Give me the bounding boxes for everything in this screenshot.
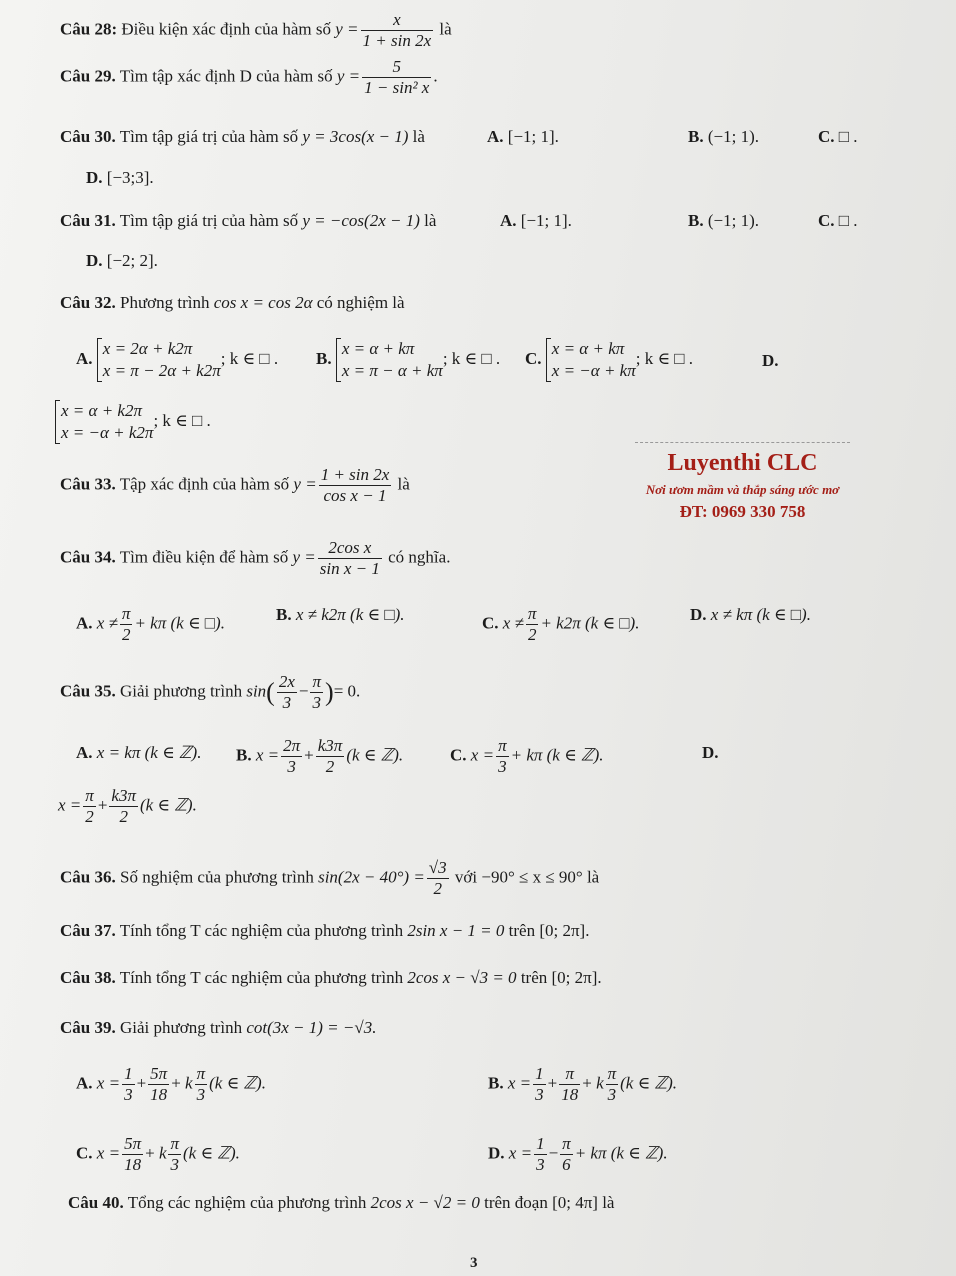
question-tail: có nghiệm là xyxy=(316,293,405,312)
question-35: Câu 35. Giải phương trình sin( $\frac{2x}{3}$ − $\frac{\pi}{3}$ )= 0. xyxy=(60,672,361,712)
math-expression: 2sin x − 1 = 0 xyxy=(407,921,505,940)
math-y: y = xyxy=(293,474,317,494)
option-domain: ; k ∈ □ . xyxy=(635,348,694,368)
question-label: Câu 28: xyxy=(60,19,118,39)
question-text: Tìm tập xác định D của hàm số xyxy=(119,66,333,86)
question-label: Câu 29. xyxy=(60,66,116,86)
option-value: [−1; 1]. xyxy=(507,127,559,146)
question-tail: trên đoạn [0; 4π] là xyxy=(484,1193,615,1212)
system-row: x = α + kπ xyxy=(551,339,625,358)
math-suffix: + kπ (k ∈ ℤ). xyxy=(510,745,604,765)
numerator: 2π xyxy=(283,736,301,755)
fraction xyxy=(195,1064,208,1105)
equation-system xyxy=(546,338,636,382)
numerator: 1 + sin 2x xyxy=(320,465,390,484)
numerator: 5 xyxy=(392,57,401,76)
math-expression: 2cos x − √2 = 0 xyxy=(370,1193,480,1212)
denominator: 3 xyxy=(277,692,297,713)
option-value: [−1; 1]. xyxy=(520,211,572,230)
option-label: A. xyxy=(76,348,93,368)
option-c xyxy=(525,338,693,382)
numerator: x xyxy=(393,10,401,29)
question-tail: với −90° ≤ x ≤ 90° là xyxy=(454,867,600,887)
option-value: □ . xyxy=(838,127,858,146)
denominator: 3 xyxy=(168,1154,181,1175)
fraction xyxy=(533,1064,546,1105)
fraction xyxy=(319,465,392,506)
numerator: k3π xyxy=(317,736,343,755)
question-label: Câu 31. xyxy=(60,211,116,230)
option-label: B. xyxy=(688,211,704,230)
option-b xyxy=(276,604,405,626)
denominator: 2 xyxy=(526,624,539,645)
option-c: C. x = $\frac{5\pi}{18}$ + k $\frac{\pi}{3}$ (k ∈ ℤ). xyxy=(76,1134,240,1174)
fraction xyxy=(534,1134,547,1175)
option-b xyxy=(688,210,759,232)
numerator: √3 xyxy=(428,858,447,877)
numerator: π xyxy=(527,604,537,623)
question-30 xyxy=(60,126,425,148)
math-suffix: + k2π (k ∈ □). xyxy=(540,613,640,633)
denominator: 3 xyxy=(310,692,323,713)
fraction xyxy=(310,672,323,713)
question-label: Câu 39. xyxy=(60,1018,116,1037)
question-31 xyxy=(60,210,436,232)
question-text: Tìm điều kiện để hàm số xyxy=(119,547,289,567)
math-expression: cos x = cos 2α xyxy=(213,293,313,312)
question-text: Phương trình xyxy=(119,293,210,312)
fraction xyxy=(559,1064,580,1105)
numerator: 5π xyxy=(124,1134,142,1153)
fraction xyxy=(277,672,297,713)
option-d-label xyxy=(762,350,779,372)
question-text: Tìm tập giá trị của hàm số xyxy=(119,211,299,230)
numerator: π xyxy=(565,1064,574,1083)
question-label: Câu 40. xyxy=(68,1193,124,1212)
question-tail: là xyxy=(397,474,410,494)
option-domain: ; k ∈ □ . xyxy=(220,348,279,368)
math-suffix: + kπ (k ∈ ℤ). xyxy=(574,1143,668,1163)
option-domain: ; k ∈ □ . xyxy=(153,410,211,430)
option-value: [−3;3]. xyxy=(106,168,154,187)
question-tail: là xyxy=(412,127,425,146)
question-label: Câu 38. xyxy=(60,968,116,987)
option-value: x = kπ (k ∈ ℤ). xyxy=(96,743,202,762)
question-28 xyxy=(60,10,452,51)
denominator: 6 xyxy=(560,1154,573,1175)
denominator: 1 + sin 2x xyxy=(362,31,432,50)
denominator: 3 xyxy=(496,756,509,777)
fraction xyxy=(560,1134,573,1175)
question-40 xyxy=(68,1192,614,1214)
system-row: x = α + k2π xyxy=(61,401,142,420)
option-value: x ≠ kπ (k ∈ □). xyxy=(710,605,811,624)
denominator: 1 − sin² x xyxy=(364,78,430,97)
denominator: 18 xyxy=(561,1085,579,1104)
fraction xyxy=(526,604,539,645)
question-34 xyxy=(60,538,450,579)
option-a: A. x = $\frac{1}{3}$ + $\frac{5\pi}{18}$ + k $\frac{\pi}{3}$ (k ∈ ℤ). xyxy=(76,1064,266,1104)
option-d xyxy=(690,604,811,626)
question-tail: trên [0; 2π]. xyxy=(508,921,590,940)
math-suffix: (k ∈ ℤ). xyxy=(209,1073,266,1093)
equation-system xyxy=(336,338,443,382)
fraction xyxy=(168,1134,181,1175)
question-tail: trên [0; 2π]. xyxy=(520,968,602,987)
math-suffix: (k ∈ ℤ). xyxy=(346,745,404,765)
math-prefix: x = xyxy=(508,1143,533,1163)
math-expression: y = 3cos(x − 1) xyxy=(302,127,409,146)
fraction xyxy=(496,736,509,777)
fraction xyxy=(83,786,96,827)
option-value: (−1; 1). xyxy=(707,127,759,146)
question-37 xyxy=(60,920,589,942)
system-row: x = −α + k2π xyxy=(61,423,154,442)
stamp-border xyxy=(635,442,850,443)
option-label: B. xyxy=(688,127,704,146)
numerator: 1 xyxy=(535,1064,544,1083)
math-prefix: x = xyxy=(96,1143,121,1163)
fraction xyxy=(122,1064,135,1105)
math-expression: sin(2x − 40°) = xyxy=(318,867,425,887)
equation-system xyxy=(55,400,153,444)
question-label: Câu 30. xyxy=(60,127,116,146)
question-label: Câu 37. xyxy=(60,921,116,940)
system-row: x = π − 2α + k2π xyxy=(102,361,221,380)
question-label: Câu 32. xyxy=(60,293,116,312)
paren-open: ( xyxy=(266,677,275,707)
math-suffix: + kπ (k ∈ □). xyxy=(134,613,225,633)
option-d: x = $\frac{\pi}{2}$ + $\frac{k3\pi}{2}$ (k ∈ ℤ). xyxy=(58,786,197,826)
option-label: A. xyxy=(76,613,93,633)
question-tail: là xyxy=(424,211,437,230)
question-text: Điều kiện xác định của hàm số xyxy=(121,19,332,39)
math-prefix: x = xyxy=(470,745,495,765)
denominator: 2 xyxy=(120,624,133,645)
option-label: D. xyxy=(86,251,103,270)
question-tail: = 0. xyxy=(333,681,361,701)
numerator: 2cos x xyxy=(328,538,372,557)
option-label: B. xyxy=(488,1073,504,1093)
option-label: B. xyxy=(316,348,332,368)
option-label: C. xyxy=(76,1143,93,1163)
question-text: Tìm tập giá trị của hàm số xyxy=(119,127,299,146)
denominator: 2 xyxy=(427,878,449,899)
stamp-phone: ĐT: 0969 330 758 xyxy=(679,502,806,521)
fraction xyxy=(318,538,382,579)
numerator: π xyxy=(170,1134,180,1153)
option-label: A. xyxy=(500,211,517,230)
math-expression: cot(3x − 1) = −√3. xyxy=(246,1018,377,1037)
question-label: Câu 36. xyxy=(60,867,116,887)
question-text: Tổng các nghiệm của phương trình xyxy=(127,1193,367,1212)
option-d: D. x = $\frac{1}{3}$ − $\frac{\pi}{6}$ + kπ (k ∈ ℤ). xyxy=(488,1134,668,1174)
option-label: D. xyxy=(86,168,103,187)
option-a xyxy=(76,338,278,382)
math-y: y = xyxy=(292,547,316,567)
question-text: Giải phương trình xyxy=(119,1018,243,1037)
denominator: 3 xyxy=(536,1155,545,1174)
option-label: B. xyxy=(236,745,252,765)
question-text: Tính tổng T các nghiệm của phương trình xyxy=(119,921,404,940)
option-c xyxy=(818,210,858,232)
paren-close: ) xyxy=(325,677,334,707)
option-label: A. xyxy=(76,1073,93,1093)
question-text: Số nghiệm của phương trình xyxy=(119,867,314,887)
denominator: 18 xyxy=(148,1084,169,1105)
fraction xyxy=(606,1064,619,1105)
denominator: 3 xyxy=(535,1085,544,1104)
numerator: 1 xyxy=(124,1064,133,1083)
option-c xyxy=(450,736,604,777)
math-prefix: x = xyxy=(255,745,280,765)
denominator: 2 xyxy=(109,806,138,827)
math-prefix: x = xyxy=(58,795,82,815)
denominator: 3 xyxy=(195,1084,208,1105)
option-d-label xyxy=(702,742,719,764)
numerator: π xyxy=(562,1134,571,1153)
numerator: π xyxy=(196,1064,206,1083)
option-label: C. xyxy=(525,348,542,368)
math-prefix: x = xyxy=(96,1073,121,1093)
fraction xyxy=(427,858,449,899)
system-row: x = 2α + k2π xyxy=(102,339,193,358)
math-suffix: (k ∈ ℤ). xyxy=(139,795,197,815)
stamp-slogan: Nơi ươm mầm và thắp sáng ước mơ xyxy=(645,482,840,497)
option-c xyxy=(818,126,858,148)
denominator: sin x − 1 xyxy=(319,559,380,578)
question-32 xyxy=(60,292,405,314)
question-tail: là xyxy=(439,19,452,39)
numerator: π xyxy=(498,736,507,755)
numerator: 5π xyxy=(150,1064,168,1083)
equation-system xyxy=(97,338,221,382)
publisher-stamp xyxy=(635,440,850,540)
system-row: x = π − α + kπ xyxy=(341,361,443,380)
option-label: D. xyxy=(488,1143,505,1163)
option-a xyxy=(76,742,201,764)
question-text: Giải phương trình xyxy=(119,681,243,701)
option-value: (−1; 1). xyxy=(707,211,759,230)
question-label: Câu 34. xyxy=(60,547,116,567)
option-label: C. xyxy=(818,211,835,230)
numerator: 2x xyxy=(278,672,295,691)
question-39 xyxy=(60,1017,376,1039)
math-y: y = xyxy=(336,66,361,86)
option-label: C. xyxy=(482,613,499,633)
option-label: A. xyxy=(76,743,93,762)
system-row: x = −α + kπ xyxy=(551,361,636,380)
numerator: π xyxy=(121,604,131,623)
denominator: 2 xyxy=(83,806,96,827)
option-label: B. xyxy=(276,605,292,624)
option-label: D. xyxy=(702,743,719,762)
question-label: Câu 33. xyxy=(60,474,116,494)
option-label: C. xyxy=(818,127,835,146)
option-d xyxy=(55,400,211,444)
numerator: π xyxy=(607,1064,617,1083)
fraction xyxy=(120,604,133,645)
question-tail: . xyxy=(433,66,438,86)
math-expression: 2cos x − √3 = 0 xyxy=(407,968,517,987)
fraction xyxy=(148,1064,169,1105)
question-38 xyxy=(60,967,602,989)
numerator: π xyxy=(312,672,322,691)
denominator: cos x − 1 xyxy=(319,485,392,506)
stamp-brand: Luyenthi CLC xyxy=(667,450,818,476)
denominator: 18 xyxy=(122,1154,143,1175)
option-a xyxy=(487,126,559,148)
denominator: 3 xyxy=(124,1085,133,1104)
math-expression: y = −cos(2x − 1) xyxy=(302,211,420,230)
math-y: y = xyxy=(335,19,359,39)
question-33 xyxy=(60,465,410,506)
option-b: B. x = $\frac{1}{3}$ + $\frac{\pi}{18}$ + k $\frac{\pi}{3}$ (k ∈ ℤ). xyxy=(488,1064,678,1104)
fraction xyxy=(122,1134,143,1175)
math-prefix: x ≠ xyxy=(502,613,524,633)
option-label: D. xyxy=(762,351,779,370)
option-a xyxy=(500,210,572,232)
question-36 xyxy=(60,858,599,899)
option-b: B. x = $\frac{2\pi}{3}$ + $\frac{k3\pi}{2}$ (k ∈ ℤ). xyxy=(236,736,404,776)
option-value: [−2; 2]. xyxy=(106,251,158,270)
question-text: Tập xác định của hàm số xyxy=(119,474,290,494)
option-value: □ . xyxy=(838,211,858,230)
numerator: π xyxy=(85,786,94,805)
page-number: 3 xyxy=(470,1255,478,1271)
option-c xyxy=(482,604,639,645)
math-function: sin xyxy=(246,681,267,701)
option-label: A. xyxy=(487,127,504,146)
numerator: k3π xyxy=(111,786,136,805)
option-a xyxy=(76,604,225,645)
fraction xyxy=(361,10,434,51)
math-suffix: (k ∈ ℤ). xyxy=(620,1073,678,1093)
option-label: C. xyxy=(450,745,467,765)
denominator: 3 xyxy=(606,1084,619,1105)
option-b xyxy=(316,338,500,382)
question-label: Câu 35. xyxy=(60,681,116,701)
option-b xyxy=(688,126,759,148)
math-suffix: (k ∈ ℤ). xyxy=(183,1143,240,1163)
fraction xyxy=(362,57,431,98)
denominator: 2 xyxy=(316,756,345,777)
option-d xyxy=(86,167,154,189)
fraction xyxy=(109,786,138,827)
question-29 xyxy=(60,57,438,98)
denominator: 3 xyxy=(281,756,302,777)
fraction xyxy=(281,736,302,777)
question-text: Tính tổng T các nghiệm của phương trình xyxy=(119,968,404,987)
option-value: x ≠ k2π (k ∈ □). xyxy=(295,605,405,624)
option-domain: ; k ∈ □ . xyxy=(442,348,501,368)
math-prefix: x ≠ xyxy=(96,613,118,633)
fraction xyxy=(316,736,345,777)
system-row: x = α + kπ xyxy=(341,339,415,358)
option-label: D. xyxy=(690,605,707,624)
option-d xyxy=(86,250,158,272)
math-prefix: x = xyxy=(507,1073,532,1093)
numerator: 1 xyxy=(536,1134,545,1153)
question-tail: có nghĩa. xyxy=(388,547,451,567)
